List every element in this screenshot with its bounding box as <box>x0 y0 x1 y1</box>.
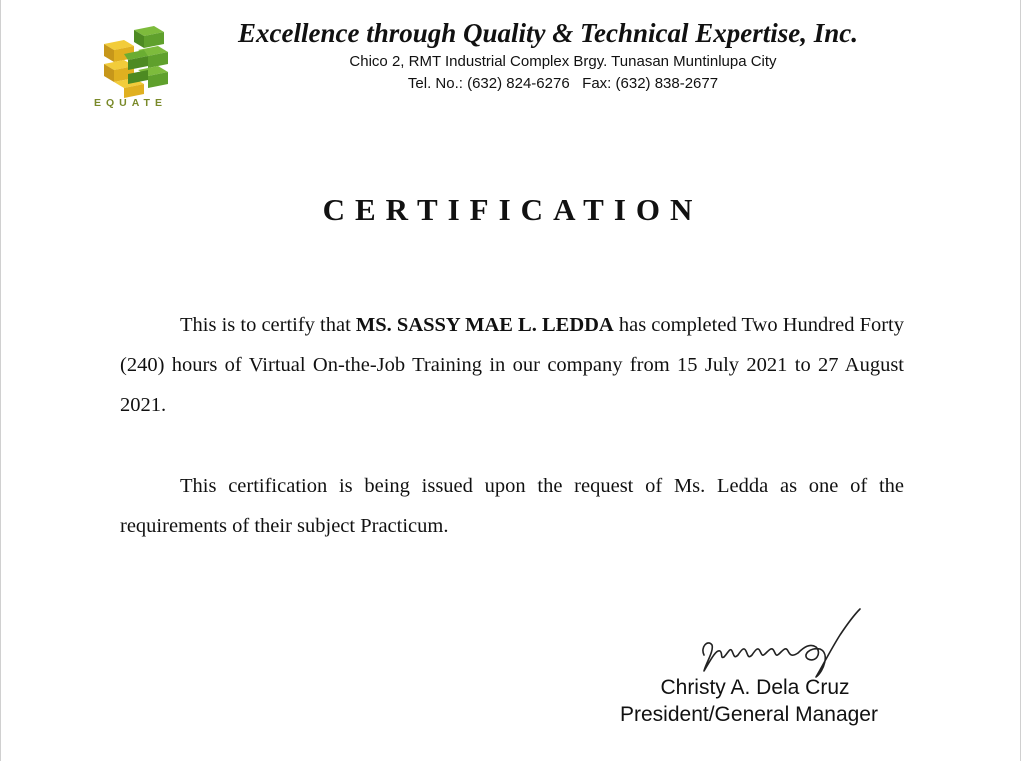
signatory-name: Christy A. Dela Cruz <box>660 676 850 699</box>
handwritten-signature <box>690 605 870 685</box>
certification-paragraph <box>120 305 904 425</box>
signature-icon <box>690 605 870 685</box>
paragraph-rest: has completed Two Hundred Forty (240) hours of Virtual On-the-Job Training in our company from 15 July 2021 to 27 August 2021. <box>120 314 904 416</box>
purpose-text: This certification is being issued upon the request of Ms. Ledda as one of the requirements of their subject Practicum. <box>120 475 904 537</box>
paragraph-lead: This is to certify that <box>180 314 356 336</box>
equate-logo-icon <box>92 26 182 98</box>
logo-wordmark: EQUATE <box>94 97 167 109</box>
document-title: CERTIFICATION <box>322 192 703 227</box>
signatory-title: President/General Manager <box>620 703 878 726</box>
company-name: Excellence through Quality & Technical Expertise, Inc. <box>238 18 859 48</box>
company-address: Chico 2, RMT Industrial Complex Brgy. Tunasan Muntinlupa City <box>349 53 777 70</box>
trainee-name: MS. SASSY MAE L. LEDDA <box>355 314 614 336</box>
company-contact: Tel. No.: (632) 824-6276 Fax: (632) 838-2677 <box>407 75 719 92</box>
purpose-paragraph <box>120 466 904 546</box>
